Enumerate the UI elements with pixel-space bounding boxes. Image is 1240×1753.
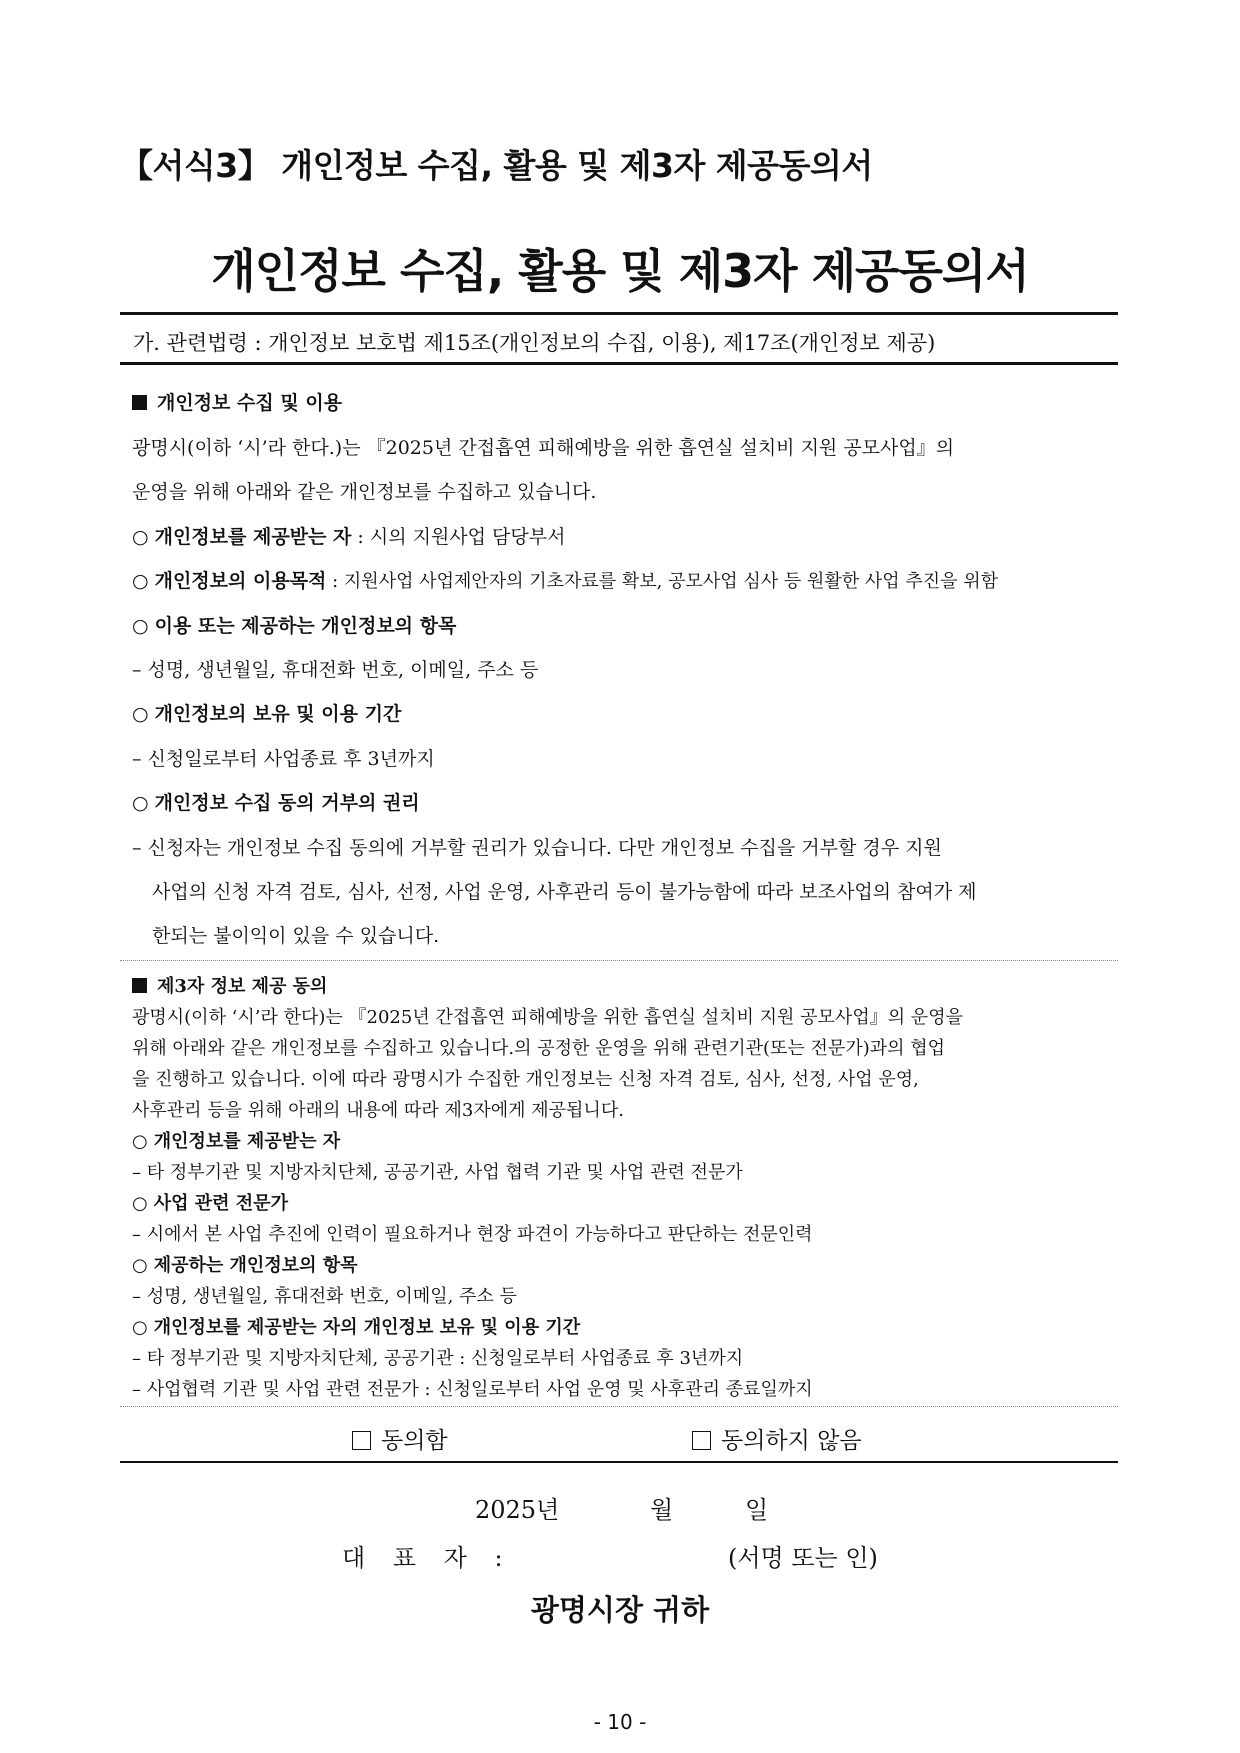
form-label: 【서식3】 개인정보 수집, 활용 및 제3자 제공동의서 [120, 146, 873, 185]
circle-bullet-icon: ○ [132, 615, 149, 637]
section-divider [120, 960, 1118, 961]
section2-period-heading: ○ 개인정보를 제공받는 자의 개인정보 보유 및 이용 기간 [132, 1317, 581, 1338]
circle-bullet-icon: ○ [132, 1317, 148, 1338]
section2-expert-heading: ○ 사업 관련 전문가 [132, 1193, 288, 1214]
section1-refusal-heading: ○ 개인정보 수집 동의 거부의 권리 [132, 792, 420, 814]
section2-recipient-value: – 타 정부기관 및 지방자치단체, 공공기관, 사업 협력 기관 및 사업 관련 전문가 [132, 1162, 743, 1183]
section1-items-value: – 성명, 생년월일, 휴대전화 번호, 이메일, 주소 등 [132, 659, 539, 681]
divider-law [120, 362, 1118, 365]
date-day: 일 [745, 1496, 769, 1524]
disagree-option[interactable]: 동의하지 않음 [692, 1422, 862, 1455]
section2-items-value: – 성명, 생년월일, 휴대전화 번호, 이메일, 주소 등 [132, 1286, 517, 1307]
disagree-checkbox[interactable] [692, 1431, 711, 1450]
section2-intro-line4: 사후관리 등을 위해 아래의 내용에 따라 제3자에게 제공됩니다. [132, 1100, 624, 1121]
circle-bullet-icon: ○ [132, 1255, 148, 1276]
section2-items-heading: ○ 제공하는 개인정보의 항목 [132, 1255, 358, 1276]
document-title: 개인정보 수집, 활용 및 제3자 제공동의서 [211, 244, 1029, 298]
section1-period-value: – 신청일로부터 사업종료 후 3년까지 [132, 748, 435, 770]
section2-intro-line2: 위해 아래와 같은 개인정보를 수집하고 있습니다.의 공정한 운영을 위해 관련기관(또는 전문가)과의 협업 [132, 1038, 945, 1059]
page-number: - 10 - [593, 1710, 647, 1734]
section1-purpose: ○ 개인정보의 이용목적 : 지원사업 사업제안자의 기초자료를 확보, 공모사업 심사 등 원활한 사업 추진을 위함 [132, 570, 999, 592]
section2-intro-line1: 광명시(이하 ‘시’라 한다)는 『2025년 간접흡연 피해예방을 위한 흡연실 설치비 지원 공모사업』의 운영을 [132, 1007, 963, 1028]
law-reference: 가. 관련법령 : 개인정보 보호법 제15조(개인정보의 수집, 이용), 제17조(개인정보 제공) [133, 331, 936, 355]
section2-intro-line3: 을 진행하고 있습니다. 이에 따라 광명시가 수집한 개인정보는 신청 자격 검토, 심사, 선정, 사업 운영, [132, 1069, 919, 1090]
representative-label: 대 표 자 : [342, 1544, 513, 1572]
agree-option[interactable]: 동의함 [352, 1422, 448, 1455]
circle-bullet-icon: ○ [132, 570, 149, 592]
section1-refusal-line3: 한되는 불이익이 있을 수 있습니다. [152, 925, 440, 947]
circle-bullet-icon: ○ [132, 792, 149, 814]
divider-consent [120, 1461, 1118, 1463]
circle-bullet-icon: ○ [132, 1131, 148, 1152]
section1-items-heading: ○ 이용 또는 제공하는 개인정보의 항목 [132, 615, 457, 637]
divider-top [120, 312, 1118, 315]
section1-intro-line2: 운영을 위해 아래와 같은 개인정보를 수집하고 있습니다. [132, 481, 597, 503]
section1-recipient: ○ 개인정보를 제공받는 자 : 시의 지원사업 담당부서 [132, 526, 566, 548]
circle-bullet-icon: ○ [132, 1193, 148, 1214]
addressee: 광명시장 귀하 [530, 1593, 710, 1627]
section1-refusal-line2: 사업의 신청 자격 검토, 심사, 선정, 사업 운영, 사후관리 등이 불가능함에 따라 보조사업의 참여가 제 [152, 881, 977, 903]
section1-refusal-line1: – 신청자는 개인정보 수집 동의에 거부할 권리가 있습니다. 다만 개인정보 수집을 거부할 경우 지원 [132, 837, 942, 859]
section2-expert-value: – 시에서 본 사업 추진에 인력이 필요하거나 현장 파견이 가능하다고 판단하는 전문인력 [132, 1224, 813, 1245]
signature-note: (서명 또는 인) [728, 1544, 878, 1572]
circle-bullet-icon: ○ [132, 703, 149, 725]
section-divider-bottom [120, 1406, 1118, 1407]
circle-bullet-icon: ○ [132, 526, 149, 548]
square-bullet-icon [132, 395, 147, 410]
square-bullet-icon [132, 978, 147, 993]
section2-heading: 제3자 정보 제공 동의 [132, 972, 327, 998]
section2-period-value2: – 사업협력 기관 및 사업 관련 전문가 : 신청일로부터 사업 운영 및 사후관리 종료일까지 [132, 1379, 813, 1400]
section2-period-value1: – 타 정부기관 및 지방자치단체, 공공기관 : 신청일로부터 사업종료 후 3년까지 [132, 1348, 744, 1369]
section1-period-heading: ○ 개인정보의 보유 및 이용 기간 [132, 703, 402, 725]
date-year: 2025년 [475, 1496, 560, 1524]
section1-intro-line1: 광명시(이하 ‘시’라 한다.)는 『2025년 간접흡연 피해예방을 위한 흡연실 설치비 지원 공모사업』의 [132, 437, 955, 459]
section2-recipient-heading: ○ 개인정보를 제공받는 자 [132, 1131, 341, 1152]
date-month: 월 [650, 1496, 674, 1524]
agree-checkbox[interactable] [352, 1431, 371, 1450]
section1-heading: 개인정보 수집 및 이용 [132, 388, 342, 415]
